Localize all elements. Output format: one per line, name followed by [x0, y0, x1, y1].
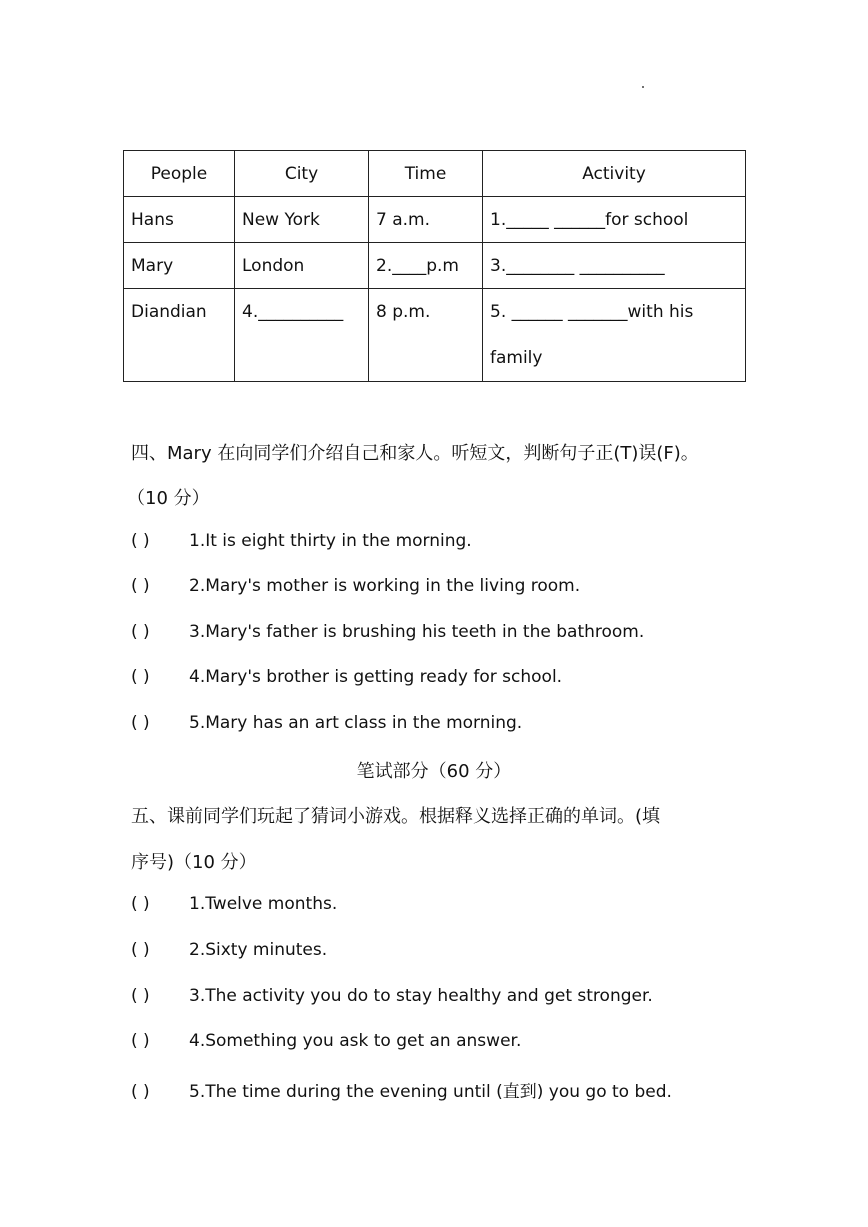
table-cell: 1._____ ______for school [483, 197, 746, 243]
section-4-points: （10 分） [127, 488, 210, 509]
answer-blank[interactable]: ( ) [131, 667, 150, 687]
list-item [131, 1077, 672, 1102]
list-item [131, 940, 327, 960]
list-item [131, 531, 472, 551]
statement-text: 4.Mary's brother is getting ready for school. [189, 667, 563, 687]
answer-blank[interactable]: ( ) [131, 940, 150, 960]
statement-text: 1.It is eight thirty in the morning. [189, 531, 472, 551]
list-item [131, 576, 580, 596]
table-cell: New York [235, 197, 369, 243]
table-cell: Mary [124, 243, 235, 289]
table-cell: 5. ______ _______with his family [483, 289, 746, 382]
answer-blank[interactable]: ( ) [131, 622, 150, 642]
table-row [124, 197, 746, 243]
definition-text: 5.The time during the evening until (直到) you go to bed. [189, 1082, 672, 1102]
list-item [131, 894, 337, 914]
answer-blank[interactable]: ( ) [131, 713, 150, 733]
answer-blank[interactable]: ( ) [131, 986, 150, 1006]
list-item [131, 1031, 521, 1051]
list-item [131, 986, 653, 1006]
table-cell: 2.____p.m [369, 243, 483, 289]
header-city: City [235, 151, 369, 197]
list-item [131, 713, 522, 733]
table-cell: 4.__________ [235, 289, 369, 382]
list-item [131, 622, 644, 642]
answer-blank[interactable]: ( ) [131, 1031, 150, 1051]
table-row [124, 243, 746, 289]
definition-text: 4.Something you ask to get an answer. [189, 1031, 522, 1051]
list-item [131, 667, 562, 687]
statement-text: 5.Mary has an art class in the morning. [189, 713, 523, 733]
written-part-title: 笔试部分（60 分） [356, 761, 512, 782]
table-header-row [124, 151, 746, 197]
header-activity: Activity [483, 151, 746, 197]
table-cell: Diandian [124, 289, 235, 382]
definition-text: 3.The activity you do to stay healthy and get stronger. [189, 986, 653, 1006]
stray-dot [642, 86, 644, 88]
header-people: People [124, 151, 235, 197]
table-cell: 3.________ __________ [483, 243, 746, 289]
section-5-title-cont: 序号)（10 分） [131, 852, 257, 873]
statement-text: 2.Mary's mother is working in the living room. [189, 576, 581, 596]
answer-blank[interactable]: ( ) [131, 1082, 150, 1102]
section-4-title: 四、Mary 在向同学们介绍自己和家人。听短文，判断句子正(T)误(F)。 [131, 443, 699, 464]
table-cell: London [235, 243, 369, 289]
info-table [123, 150, 746, 382]
header-time: Time [369, 151, 483, 197]
definition-text: 1.Twelve months. [189, 894, 338, 914]
answer-blank[interactable]: ( ) [131, 894, 150, 914]
answer-blank[interactable]: ( ) [131, 531, 150, 551]
table-cell: 7 a.m. [369, 197, 483, 243]
statement-text: 3.Mary's father is brushing his teeth in the bathroom. [189, 622, 645, 642]
section-5-title: 五、课前同学们玩起了猜词小游戏。根据释义选择正确的单词。(填 [131, 806, 661, 827]
table-row [124, 289, 746, 382]
table-cell: 8 p.m. [369, 289, 483, 382]
definition-text: 2.Sixty minutes. [189, 940, 328, 960]
answer-blank[interactable]: ( ) [131, 576, 150, 596]
table-cell: Hans [124, 197, 235, 243]
